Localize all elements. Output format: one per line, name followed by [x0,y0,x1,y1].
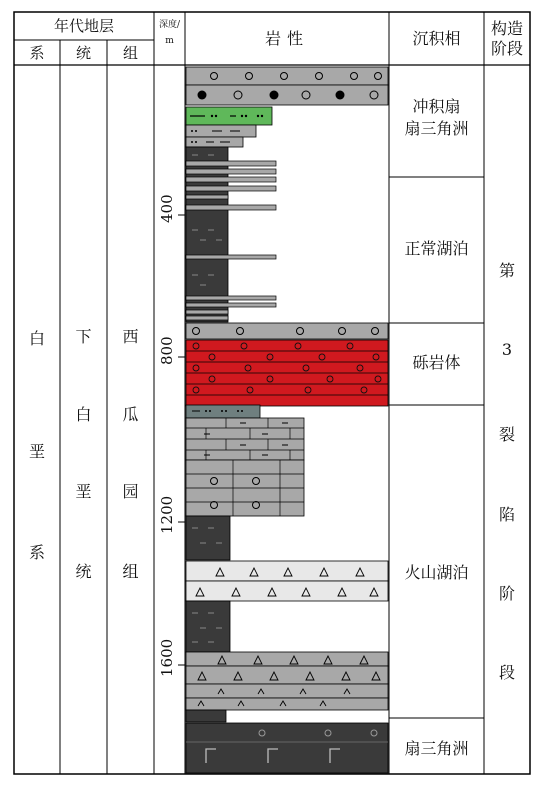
litho-layer-conglomerate [186,85,388,105]
tectonic-char: 第 [498,261,515,280]
litho-layer-mudstone [186,516,230,560]
system-char: 垩 [28,442,45,461]
group-char: 组 [122,562,139,581]
header-depth-unit: m [165,36,174,46]
litho-layer-basalt [186,723,388,773]
tectonic-char: 阶 [498,584,515,603]
header-depth: 深度/ [158,20,181,30]
depth-tick-label: 400 [158,194,176,223]
header-lithology: 岩性 [264,28,309,48]
header-group: 组 [122,43,138,62]
litho-layer-tuff [186,684,388,698]
header-system: 系 [29,43,45,62]
tectonic-char: 陷 [498,505,515,524]
tectonic-char: 裂 [498,425,515,444]
group-char: 西 [122,327,139,346]
lithology-column [186,67,388,773]
system-char: 白 [28,329,45,348]
litho-layer-tuff [186,698,388,710]
series-char: 白 [75,405,92,424]
series-char: 垩 [75,482,92,501]
litho-layer-mudstone [186,601,230,652]
system-char: 系 [28,543,45,562]
litho-layer-mudstone [186,710,226,722]
depth-tick-label: 1200 [158,495,176,534]
series-char: 下 [75,327,92,346]
facies-label: 冲积扇 扇三角洲 [404,97,469,138]
header-series: 统 [75,43,91,62]
facies-label: 扇三角洲 [404,739,469,758]
header-tectonic: 构造 阶段 [490,18,523,58]
litho-layer-tuff [186,666,388,684]
tectonic-char: 段 [498,663,515,682]
litho-layer-siltstone [186,137,243,147]
group-char: 园 [122,482,139,501]
header-strata: 年代地层 [53,17,114,35]
series-char: 统 [75,562,92,581]
header-facies: 沉积相 [412,28,461,48]
facies-label: 砾岩体 [412,353,461,372]
litho-layer-conglomerate [186,323,388,339]
tectonic-char: 3 [501,340,513,359]
group-char: 瓜 [122,405,139,424]
depth-tick-label: 800 [158,336,176,365]
facies-label: 正常湖泊 [404,239,469,258]
litho-layer-tuff [186,652,388,666]
facies-label: 火山湖泊 [404,563,469,582]
litho-layer-volcanic-breccia [186,581,388,601]
depth-tick-label: 1600 [158,638,176,677]
